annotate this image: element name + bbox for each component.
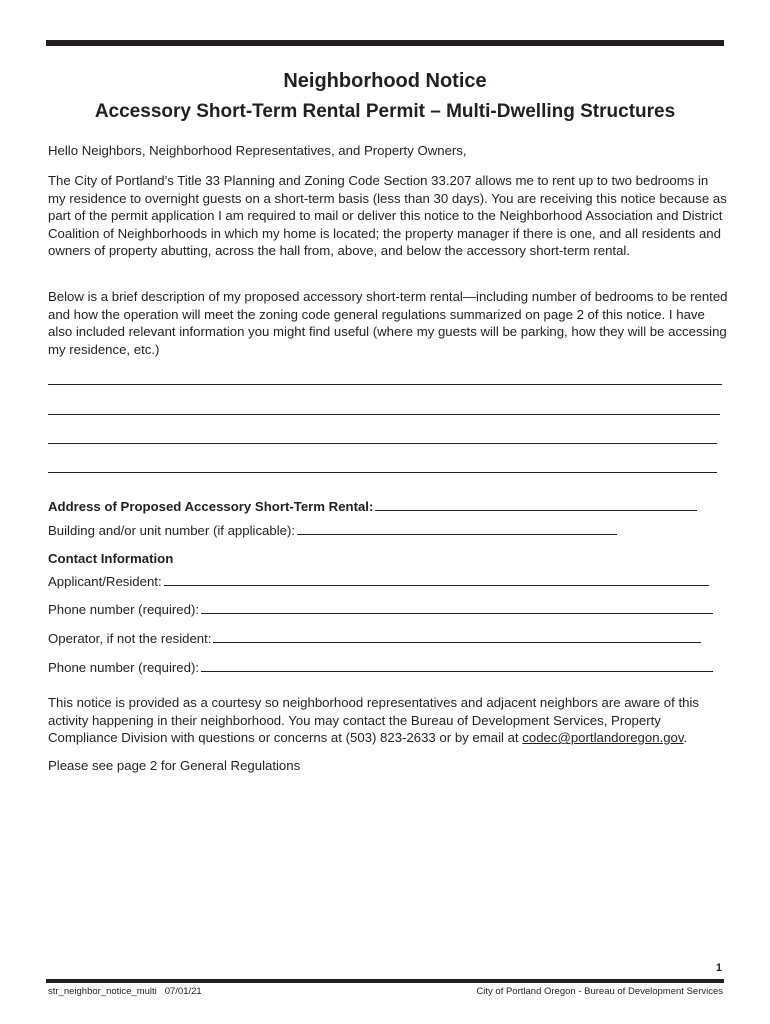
courtesy-text: This notice is provided as a courtesy so neighborhood representatives and adjacent neighbors are aware of this activity happening in their neighborhood. You may contact the Bureau of Development Services, Property Compliance Division with questions or concerns at (503) 823-2633 or by email at: [48, 695, 699, 746]
operator-field: [48, 630, 701, 648]
applicant-field: [48, 573, 709, 591]
see-page-note: Please see page 2 for General Regulations: [48, 758, 301, 773]
phone1-label: Phone number (required):: [48, 602, 200, 617]
contact-heading: Contact Information: [48, 551, 174, 566]
page-title: Neighborhood Notice: [283, 70, 487, 92]
description-line-4[interactable]: [48, 472, 717, 473]
applicant-label: Applicant/Resident:: [48, 574, 162, 589]
unit-input[interactable]: [297, 522, 617, 535]
description-line-1[interactable]: [48, 384, 722, 385]
greeting: Hello Neighbors, Neighborhood Representatives, and Property Owners,: [48, 143, 467, 158]
page-number: 1: [715, 962, 722, 974]
operator-label: Operator, if not the resident:: [48, 631, 212, 646]
phone2-field: [48, 659, 713, 677]
top-rule: [46, 40, 724, 46]
bottom-rule: [46, 979, 724, 983]
operator-input[interactable]: [213, 630, 701, 643]
address-field: [48, 498, 697, 516]
phone2-input[interactable]: [201, 659, 713, 672]
applicant-input[interactable]: [164, 573, 709, 586]
intro-paragraph: The City of Portland’s Title 33 Planning and Zoning Code Section 33.207 allows me to rent up to two bedrooms in my residence to overnight guests on a short-term basis (less than 30 days). You are receiving this notice because as part of the permit application I am required to mail or deliver this notice to the Neighborhood Association and District Coalition of Neighborhoods in which my home is located; the property manager if there is one, and all residents and owners of property abutting, across the hall from, above, and below the accessory short-term rental.: [48, 173, 727, 259]
description-line-2[interactable]: [48, 414, 720, 415]
footer-agency: City of Portland Oregon - Bureau of Development Services: [476, 986, 723, 997]
phone1-field: [48, 601, 713, 619]
courtesy-period: .: [683, 730, 688, 746]
courtesy-paragraph: [48, 694, 728, 747]
description-line-3[interactable]: [48, 443, 717, 444]
page-subtitle: Accessory Short-Term Rental Permit – Multi-Dwelling Structures: [94, 101, 676, 122]
address-input[interactable]: [375, 498, 697, 511]
email-link[interactable]: codec@portlandoregon.gov: [522, 730, 684, 746]
phone2-label: Phone number (required):: [48, 660, 200, 675]
unit-field: [48, 522, 617, 540]
address-label: Address of Proposed Accessory Short-Term Rental:: [48, 499, 374, 514]
unit-label: Building and/or unit number (if applicable):: [48, 523, 296, 538]
description-paragraph: Below is a brief description of my proposed accessory short-term rental—including number of bedrooms to be rented and how the operation will meet the zoning code general regulations summarized on page 2 of this notice. I have also included relevant information you might find useful (where my guests will be parking, how they will be accessing my residence, etc.): [48, 289, 728, 357]
footer-doc-code: str_neighbor_notice_multi 07/01/21: [48, 986, 202, 997]
phone1-input[interactable]: [201, 601, 713, 614]
